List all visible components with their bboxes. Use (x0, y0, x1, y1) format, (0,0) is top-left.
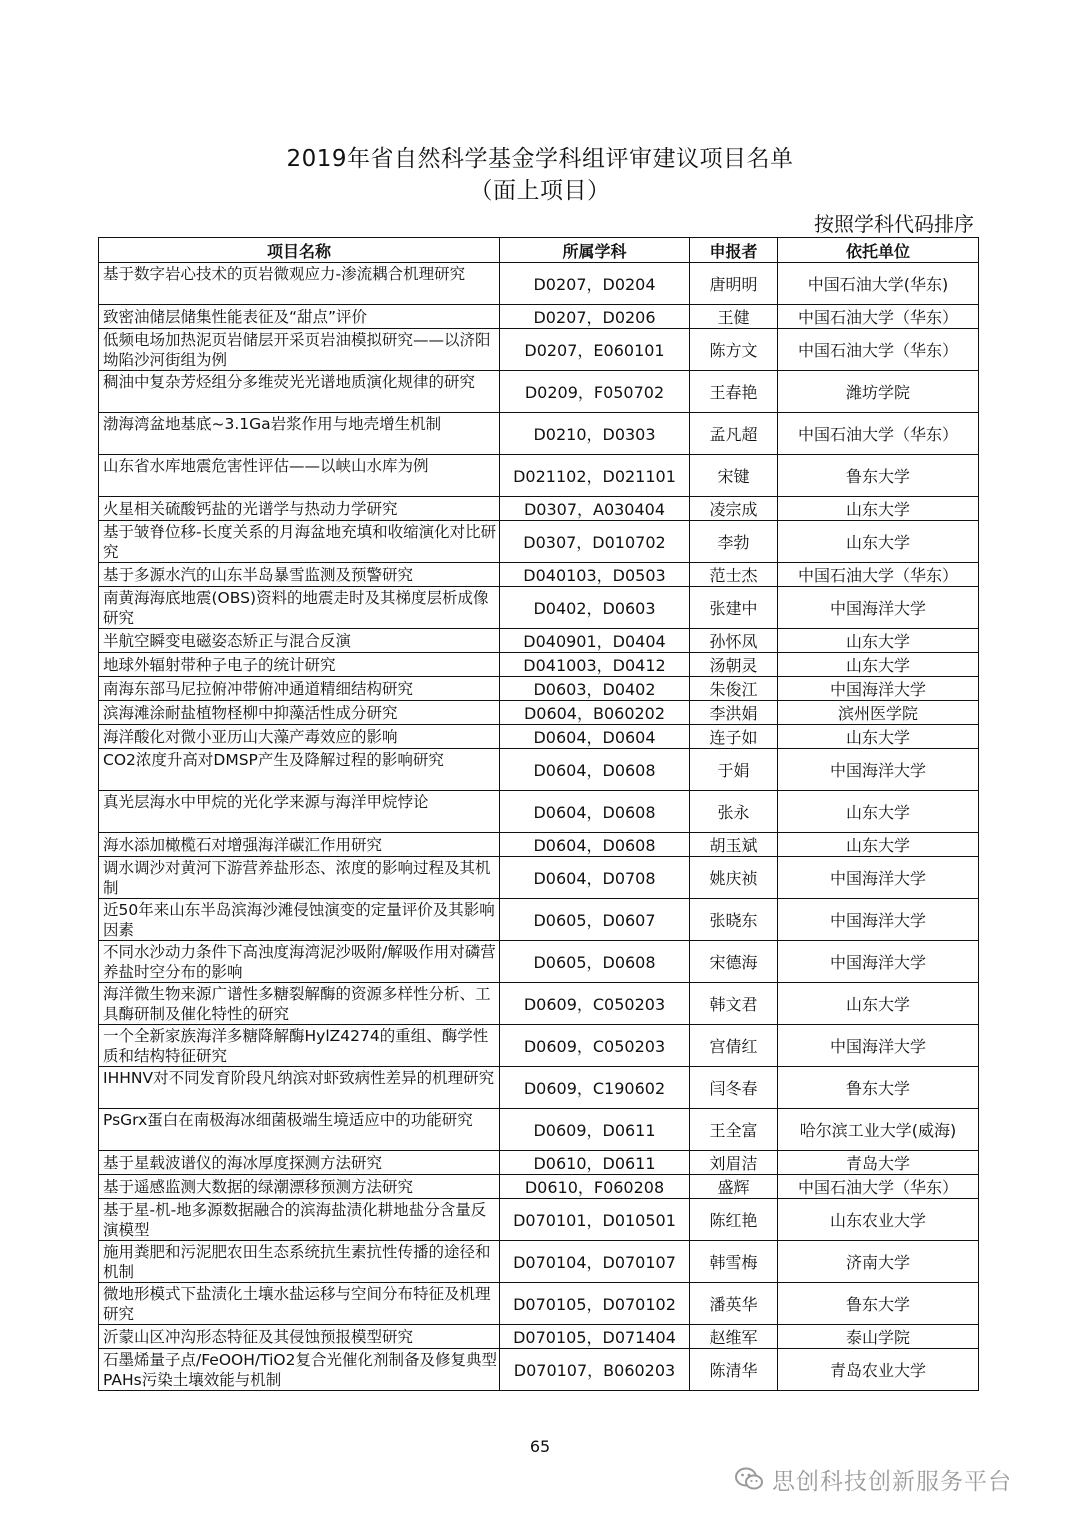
applicant-cell: 陈方文 (690, 329, 778, 371)
institution-cell: 山东大学 (778, 833, 979, 857)
project-name-cell: 真光层海水中甲烷的光化学来源与海洋甲烷悖论 (99, 791, 500, 833)
table-row (99, 1151, 979, 1175)
project-name-cell: 火星相关硫酸钙盐的光谱学与热动力学研究 (99, 497, 500, 521)
subject-code-cell: D040103，D0503 (500, 563, 690, 587)
table-row (99, 941, 979, 983)
table-row (99, 1241, 979, 1283)
institution-cell: 中国石油大学（华东） (778, 305, 979, 329)
applicant-cell: 凌宗成 (690, 497, 778, 521)
subject-code-cell: D0209，F050702 (500, 371, 690, 413)
page-subtitle: （面上项目） (469, 178, 611, 204)
project-table (98, 237, 979, 1391)
subject-code-cell: D041003，D0412 (500, 653, 690, 677)
applicant-cell: 宋德海 (690, 941, 778, 983)
institution-cell: 山东农业大学 (778, 1199, 979, 1241)
subject-code-cell: D0603，D0402 (500, 677, 690, 701)
institution-cell: 青岛农业大学 (778, 1349, 979, 1391)
applicant-cell: 陈红艳 (690, 1199, 778, 1241)
table-row (99, 563, 979, 587)
project-name-cell: 稠油中复杂芳烃组分多维荧光光谱地质演化规律的研究 (99, 371, 500, 413)
table-row (99, 1199, 979, 1241)
table-header-row (99, 238, 979, 263)
institution-cell: 中国石油大学(华东) (778, 263, 979, 305)
project-name-cell: 不同水沙动力条件下高浊度海湾泥沙吸附/解吸作用对磷营养盐时空分布的影响 (99, 941, 500, 983)
applicant-cell: 韩雪梅 (690, 1241, 778, 1283)
project-name-cell: 低频电场加热泥页岩储层开采页岩油模拟研究——以济阳坳陷沙河街组为例 (99, 329, 500, 371)
table-row (99, 1067, 979, 1109)
column-header-applicant: 申报者 (690, 238, 778, 263)
project-name-cell: 海洋酸化对微小亚历山大藻产毒效应的影响 (99, 725, 500, 749)
subject-code-cell: D0604，D0608 (500, 791, 690, 833)
project-name-cell: 渤海湾盆地基底~3.1Ga岩浆作用与地壳增生机制 (99, 413, 500, 455)
institution-cell: 中国海洋大学 (778, 857, 979, 899)
project-name-cell: 近50年来山东半岛滨海沙滩侵蚀演变的定量评价及其影响因素 (99, 899, 500, 941)
table-row (99, 455, 979, 497)
applicant-cell: 李洪娟 (690, 701, 778, 725)
table-row (99, 749, 979, 791)
institution-cell: 中国海洋大学 (778, 749, 979, 791)
project-name-cell: 海水添加橄榄石对增强海洋碳汇作用研究 (99, 833, 500, 857)
project-name-cell: PsGrx蛋白在南极海冰细菌极端生境适应中的功能研究 (99, 1109, 500, 1151)
project-name-cell: 滨海滩涂耐盐植物柽柳中抑藻活性成分研究 (99, 701, 500, 725)
applicant-cell: 孙怀凤 (690, 629, 778, 653)
institution-cell: 中国海洋大学 (778, 1025, 979, 1067)
applicant-cell: 王春艳 (690, 371, 778, 413)
subject-code-cell: D0609，D0611 (500, 1109, 690, 1151)
applicant-cell: 盛辉 (690, 1175, 778, 1199)
table-row (99, 305, 979, 329)
project-name-cell: 基于数字岩心技术的页岩微观应力-渗流耦合机理研究 (99, 263, 500, 305)
institution-cell: 中国石油大学（华东） (778, 329, 979, 371)
project-name-cell: 致密油储层储集性能表征及“甜点”评价 (99, 305, 500, 329)
applicant-cell: 张永 (690, 791, 778, 833)
applicant-cell: 王全富 (690, 1109, 778, 1151)
column-header-subject: 所属学科 (500, 238, 690, 263)
project-name-cell: 基于多源水汽的山东半岛暴雪监测及预警研究 (99, 563, 500, 587)
column-header-institution: 依托单位 (778, 238, 979, 263)
applicant-cell: 闫冬春 (690, 1067, 778, 1109)
table-row (99, 725, 979, 749)
applicant-cell: 陈清华 (690, 1349, 778, 1391)
subject-code-cell: D0402，D0603 (500, 587, 690, 629)
watermark-text: 思创科技创新服务平台 (772, 1468, 1012, 1495)
institution-cell: 济南大学 (778, 1241, 979, 1283)
subject-code-cell: D0207，D0206 (500, 305, 690, 329)
subject-code-cell: D070107，B060203 (500, 1349, 690, 1391)
column-header-name: 项目名称 (99, 238, 500, 263)
table-row (99, 263, 979, 305)
subject-code-cell: D0207，D0204 (500, 263, 690, 305)
table-row (99, 587, 979, 629)
applicant-cell: 潘英华 (690, 1283, 778, 1325)
project-name-cell: 基于遥感监测大数据的绿潮漂移预测方法研究 (99, 1175, 500, 1199)
institution-cell: 山东大学 (778, 725, 979, 749)
institution-cell: 山东大学 (778, 791, 979, 833)
subject-code-cell: D0604，D0604 (500, 725, 690, 749)
subject-code-cell: D0604，D0608 (500, 833, 690, 857)
sort-note: 按照学科代码排序 (814, 212, 974, 236)
institution-cell: 中国石油大学（华东） (778, 413, 979, 455)
table-row (99, 1283, 979, 1325)
applicant-cell: 刘眉洁 (690, 1151, 778, 1175)
table-row (99, 701, 979, 725)
applicant-cell: 朱俊江 (690, 677, 778, 701)
project-name-cell: 施用粪肥和污泥肥农田生态系统抗生素抗性传播的途径和机制 (99, 1241, 500, 1283)
institution-cell: 泰山学院 (778, 1325, 979, 1349)
project-name-cell: 地球外辐射带种子电子的统计研究 (99, 653, 500, 677)
institution-cell: 中国海洋大学 (778, 677, 979, 701)
project-name-cell: CO2浓度升高对DMSP产生及降解过程的影响研究 (99, 749, 500, 791)
applicant-cell: 汤朝灵 (690, 653, 778, 677)
institution-cell: 中国海洋大学 (778, 587, 979, 629)
subject-code-cell: D0610，D0611 (500, 1151, 690, 1175)
table-row (99, 1025, 979, 1067)
subject-code-cell: D070104，D070107 (500, 1241, 690, 1283)
project-name-cell: 南海东部马尼拉俯冲带俯冲通道精细结构研究 (99, 677, 500, 701)
applicant-cell: 宫倩红 (690, 1025, 778, 1067)
subject-code-cell: D0210，D0303 (500, 413, 690, 455)
applicant-cell: 宋键 (690, 455, 778, 497)
table-row (99, 1175, 979, 1199)
applicant-cell: 于娟 (690, 749, 778, 791)
project-name-cell: 南黄海海底地震(OBS)资料的地震走时及其梯度层析成像研究 (99, 587, 500, 629)
applicant-cell: 张晓东 (690, 899, 778, 941)
project-name-cell: 基于皱脊位移-长度关系的月海盆地充填和收缩演化对比研究 (99, 521, 500, 563)
institution-cell: 山东大学 (778, 983, 979, 1025)
table-row (99, 521, 979, 563)
institution-cell: 中国石油大学（华东） (778, 1175, 979, 1199)
institution-cell: 山东大学 (778, 653, 979, 677)
institution-cell: 中国海洋大学 (778, 941, 979, 983)
subject-code-cell: D0609，C050203 (500, 983, 690, 1025)
applicant-cell: 王健 (690, 305, 778, 329)
table-row (99, 413, 979, 455)
project-name-cell: 石墨烯量子点/FeOOH/TiO2复合光催化剂制备及修复典型PAHs污染土壤效能与机制 (99, 1349, 500, 1391)
project-name-cell: 微地形模式下盐渍化土壤水盐运移与空间分布特征及机理研究 (99, 1283, 500, 1325)
institution-cell: 中国石油大学（华东） (778, 563, 979, 587)
project-name-cell: 调水调沙对黄河下游营养盐形态、浓度的影响过程及其机制 (99, 857, 500, 899)
page-title: 2019年省自然科学基金学科组评审建议项目名单 (286, 146, 794, 172)
table-row (99, 329, 979, 371)
project-name-cell: 海洋微生物来源广谱性多糖裂解酶的资源多样性分析、工具酶研制及催化特性的研究 (99, 983, 500, 1025)
subject-code-cell: D070101，D010501 (500, 1199, 690, 1241)
table-row (99, 899, 979, 941)
table-row (99, 1325, 979, 1349)
watermark (734, 1462, 1012, 1496)
subject-code-cell: D0307，D010702 (500, 521, 690, 563)
institution-cell: 中国海洋大学 (778, 899, 979, 941)
subject-code-cell: D0604，D0708 (500, 857, 690, 899)
subject-code-cell: D0610，F060208 (500, 1175, 690, 1199)
table-row (99, 497, 979, 521)
table-row (99, 653, 979, 677)
institution-cell: 鲁东大学 (778, 1067, 979, 1109)
applicant-cell: 赵维军 (690, 1325, 778, 1349)
subject-code-cell: D040901，D0404 (500, 629, 690, 653)
applicant-cell: 姚庆祯 (690, 857, 778, 899)
project-name-cell: 沂蒙山区冲沟形态特征及其侵蚀预报模型研究 (99, 1325, 500, 1349)
institution-cell: 哈尔滨工业大学(威海) (778, 1109, 979, 1151)
institution-cell: 鲁东大学 (778, 455, 979, 497)
applicant-cell: 李勃 (690, 521, 778, 563)
subject-code-cell: D021102，D021101 (500, 455, 690, 497)
project-name-cell: 山东省水库地震危害性评估——以峡山水库为例 (99, 455, 500, 497)
subject-code-cell: D070105，D071404 (500, 1325, 690, 1349)
table-row (99, 1349, 979, 1391)
subject-code-cell: D0307，A030404 (500, 497, 690, 521)
applicant-cell: 范士杰 (690, 563, 778, 587)
institution-cell: 山东大学 (778, 521, 979, 563)
table-row (99, 677, 979, 701)
subject-code-cell: D0605，D0608 (500, 941, 690, 983)
table-row (99, 629, 979, 653)
project-name-cell: 基于星-机-地多源数据融合的滨海盐渍化耕地盐分含量反演模型 (99, 1199, 500, 1241)
project-name-cell: 基于星载波谱仪的海冰厚度探测方法研究 (99, 1151, 500, 1175)
institution-cell: 滨州医学院 (778, 701, 979, 725)
table-row (99, 1109, 979, 1151)
subject-code-cell: D0609，C190602 (500, 1067, 690, 1109)
subject-code-cell: D0605，D0607 (500, 899, 690, 941)
project-name-cell: 半航空瞬变电磁姿态矫正与混合反演 (99, 629, 500, 653)
page-number: 65 (529, 1437, 551, 1456)
applicant-cell: 韩文君 (690, 983, 778, 1025)
institution-cell: 山东大学 (778, 497, 979, 521)
applicant-cell: 连子如 (690, 725, 778, 749)
subject-code-cell: D0609，C050203 (500, 1025, 690, 1067)
applicant-cell: 张建中 (690, 587, 778, 629)
applicant-cell: 孟凡超 (690, 413, 778, 455)
table-body (99, 263, 979, 1391)
applicant-cell: 唐明明 (690, 263, 778, 305)
table-row (99, 983, 979, 1025)
institution-cell: 潍坊学院 (778, 371, 979, 413)
table-row (99, 371, 979, 413)
subject-code-cell: D0604，D0608 (500, 749, 690, 791)
table-row (99, 833, 979, 857)
subject-code-cell: D0604，B060202 (500, 701, 690, 725)
institution-cell: 鲁东大学 (778, 1283, 979, 1325)
project-name-cell: 一个全新家族海洋多糖降解酶HylZ4274的重组、酶学性质和结构特征研究 (99, 1025, 500, 1067)
institution-cell: 青岛大学 (778, 1151, 979, 1175)
subject-code-cell: D070105，D070102 (500, 1283, 690, 1325)
project-name-cell: IHHNV对不同发育阶段凡纳滨对虾致病性差异的机理研究 (99, 1067, 500, 1109)
institution-cell: 山东大学 (778, 629, 979, 653)
wechat-icon (734, 1466, 764, 1492)
table-row (99, 791, 979, 833)
table-row (99, 857, 979, 899)
applicant-cell: 胡玉斌 (690, 833, 778, 857)
subject-code-cell: D0207，E060101 (500, 329, 690, 371)
